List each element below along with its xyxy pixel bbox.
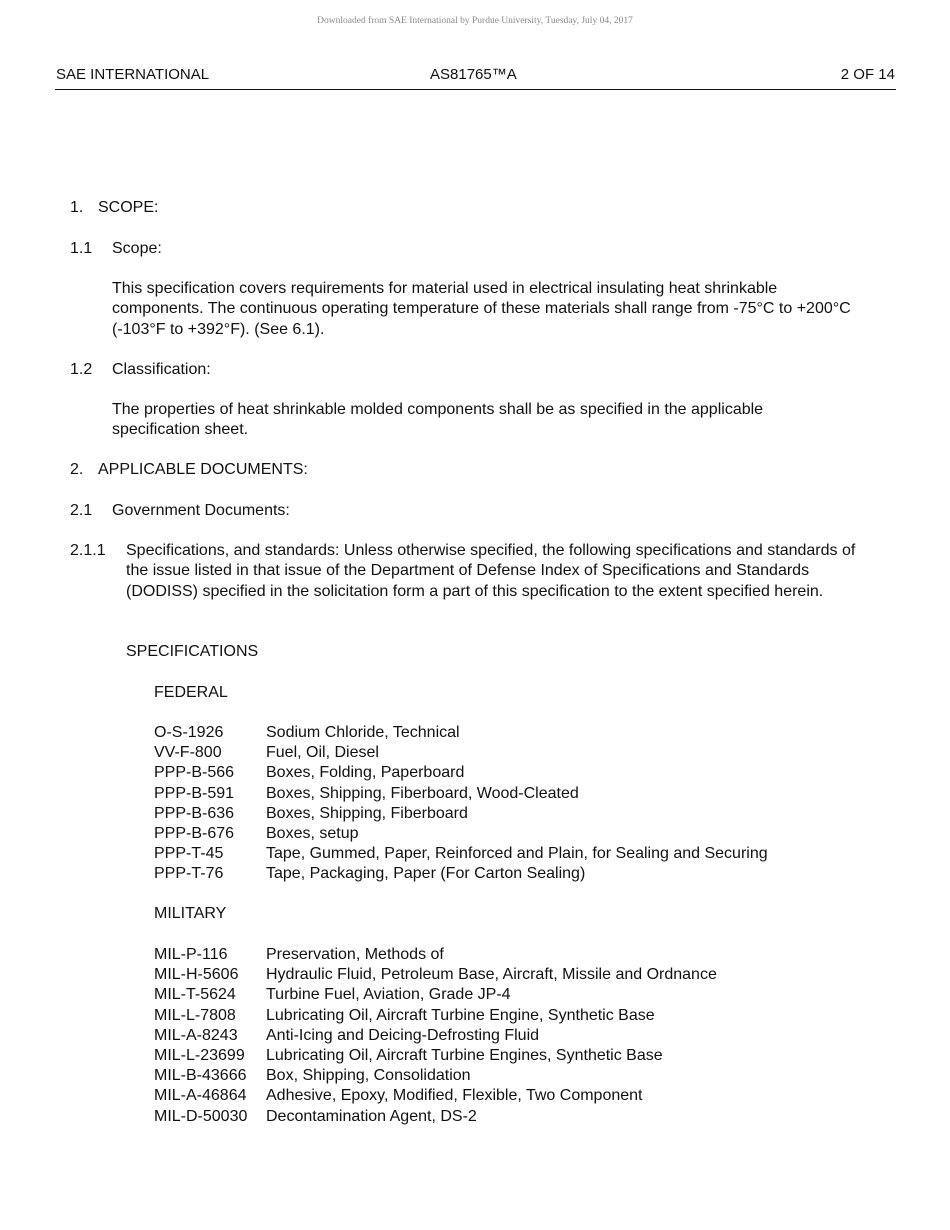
doc-code: MIL-D-50030 — [154, 1107, 248, 1125]
section-2-1-1-number: 2.1.1 — [70, 542, 106, 559]
doc-row — [154, 1107, 717, 1127]
doc-row — [154, 1046, 717, 1066]
doc-row — [154, 965, 717, 985]
doc-code: PPP-T-76 — [154, 865, 224, 883]
doc-title: Adhesive, Epoxy, Modified, Flexible, Two Component — [266, 1087, 643, 1105]
doc-code: MIL-A-8243 — [154, 1026, 238, 1044]
section-2-heading: APPLICABLE DOCUMENTS: — [98, 461, 308, 478]
doc-code: PPP-T-45 — [154, 845, 224, 863]
section-2-1-heading: Government Documents: — [112, 502, 290, 519]
doc-title: Hydraulic Fluid, Petroleum Base, Aircraft, Missile and Ordnance — [266, 966, 717, 984]
doc-code: MIL-L-7808 — [154, 1006, 236, 1024]
doc-title: Preservation, Methods of — [266, 946, 444, 963]
doc-code: MIL-L-23699 — [154, 1046, 245, 1064]
section-1-1-paragraph: This specification covers requirements for material used in electrical insulating heat shrinkable components. The continuous operating temperature of these materials shall range from -75°C to +200°C (-103°F to +392°F). (See 6.1). — [112, 280, 851, 338]
doc-code: MIL-H-5606 — [154, 966, 239, 984]
section-1-number: 1. — [70, 199, 84, 216]
doc-code: O-S-1926 — [154, 724, 224, 741]
header-page-number: 2 OF 14 — [840, 66, 895, 83]
doc-title: Fuel, Oil, Diesel — [266, 744, 379, 762]
doc-row — [154, 824, 768, 844]
doc-row — [154, 804, 768, 824]
doc-title: Lubricating Oil, Aircraft Turbine Engines, Synthetic Base — [266, 1046, 663, 1064]
doc-title: Boxes, Shipping, Fiberboard, Wood-Cleated — [266, 784, 579, 802]
doc-row — [154, 1066, 717, 1086]
doc-title: Tape, Packaging, Paper (For Carton Sealing) — [266, 865, 586, 883]
doc-row — [154, 1006, 717, 1026]
section-1-2-heading: Classification: — [112, 361, 211, 378]
doc-code: PPP-B-566 — [154, 764, 235, 782]
doc-title: Lubricating Oil, Aircraft Turbine Engine, Synthetic Base — [266, 1006, 655, 1024]
doc-title: Decontamination Agent, DS-2 — [266, 1107, 477, 1125]
section-1-2-number: 1.2 — [70, 361, 93, 378]
section-1-1-heading: Scope: — [112, 240, 162, 257]
doc-row — [154, 1026, 717, 1046]
doc-title: Boxes, Shipping, Fiberboard — [266, 804, 468, 822]
doc-code: PPP-B-591 — [154, 784, 235, 802]
doc-code: PPP-B-676 — [154, 824, 235, 842]
doc-title: Sodium Chloride, Technical — [266, 724, 460, 741]
section-2-1-number: 2.1 — [70, 502, 93, 519]
download-watermark: Downloaded from SAE International by Purdue University, Tuesday, July 04, 2017 — [317, 16, 633, 26]
doc-title: Boxes, setup — [266, 824, 359, 842]
doc-title: Turbine Fuel, Aviation, Grade JP-4 — [266, 986, 511, 1004]
military-heading: MILITARY — [154, 905, 227, 922]
doc-title: Boxes, Folding, Paperboard — [266, 764, 465, 782]
doc-row — [154, 844, 768, 864]
section-1-1-number: 1.1 — [70, 240, 93, 257]
doc-title: Tape, Gummed, Paper, Reinforced and Plain, for Sealing and Securing — [266, 845, 768, 863]
federal-doc-list — [154, 723, 768, 885]
doc-code: MIL-A-46864 — [154, 1087, 247, 1105]
page-header — [55, 66, 896, 90]
header-document-id: AS81765™A — [430, 66, 517, 83]
doc-row — [154, 864, 768, 884]
section-1-heading: SCOPE: — [98, 199, 159, 216]
specifications-heading: SPECIFICATIONS — [126, 643, 259, 660]
doc-code: MIL-B-43666 — [154, 1067, 247, 1085]
doc-row — [154, 723, 768, 743]
doc-row — [154, 743, 768, 763]
doc-code: MIL-P-116 — [154, 946, 228, 963]
header-organization: SAE INTERNATIONAL — [56, 66, 210, 83]
military-doc-list — [154, 945, 717, 1127]
doc-code: VV-F-800 — [154, 744, 222, 762]
doc-code: PPP-B-636 — [154, 804, 235, 822]
doc-row — [154, 763, 768, 783]
doc-code: MIL-T-5624 — [154, 986, 236, 1004]
doc-row — [154, 945, 717, 965]
federal-heading: FEDERAL — [154, 684, 228, 701]
doc-title: Anti-Icing and Deicing-Defrosting Fluid — [266, 1026, 540, 1044]
doc-row — [154, 985, 717, 1005]
doc-row — [154, 784, 768, 804]
doc-title: Box, Shipping, Consolidation — [266, 1067, 471, 1085]
doc-row — [154, 1086, 717, 1106]
section-2-number: 2. — [70, 461, 84, 478]
section-1-2-paragraph: The properties of heat shrinkable molded components shall be as specified in the applicable specification sheet. — [112, 401, 764, 439]
section-2-1-1-paragraph: Specifications, and standards: Unless otherwise specified, the following specifications and standards of the issue listed in that issue of the Department of Defense Index of Specifications and Standards (DODISS) specified in the solicitation form a part of this specification to the extent specified herein. — [126, 542, 856, 600]
